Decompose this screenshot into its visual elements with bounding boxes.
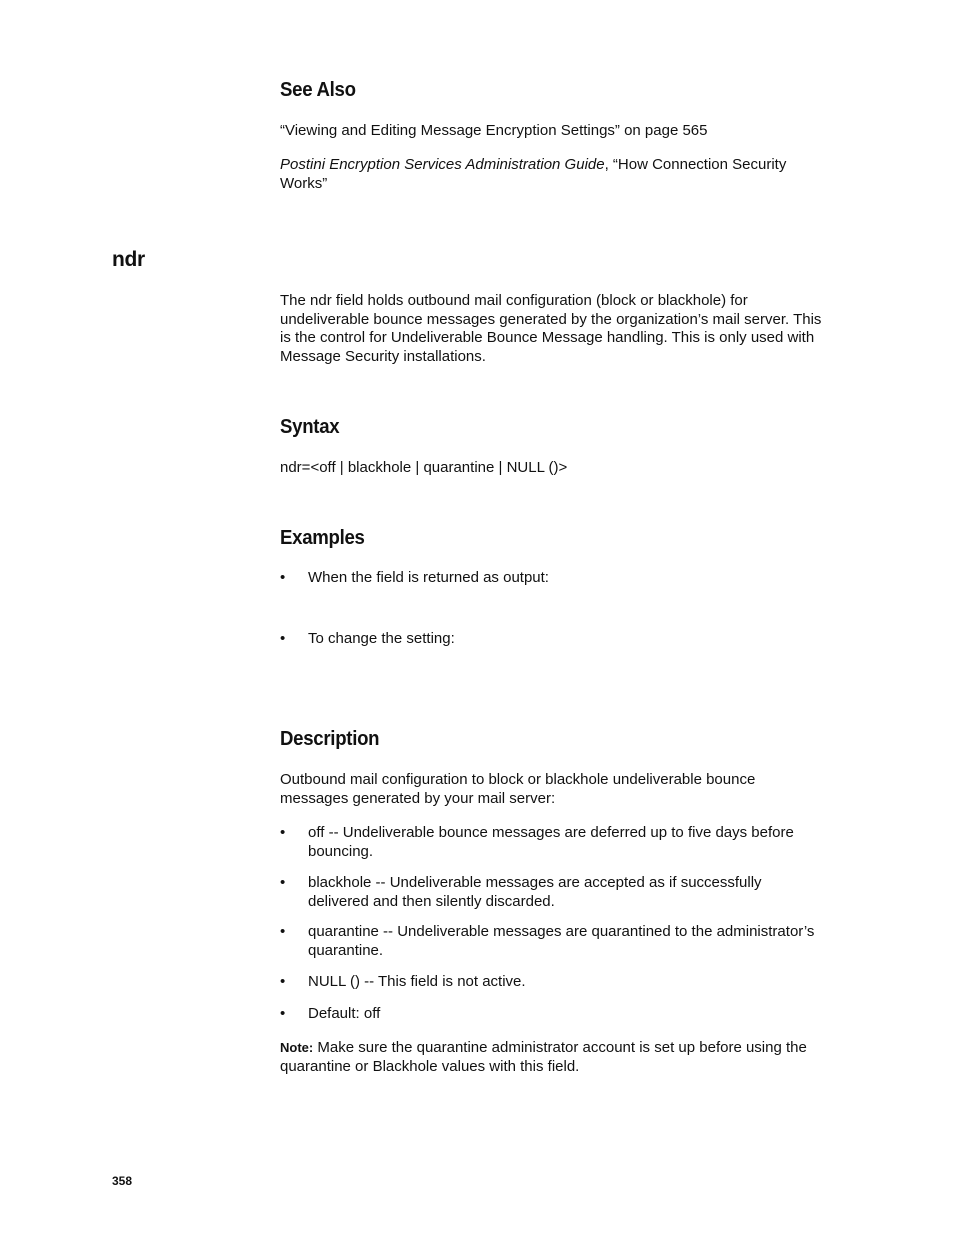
see-also-reference-1[interactable]: “Viewing and Editing Message Encryption Settings” on page 565 <box>280 122 708 139</box>
see-also-reference-2[interactable] <box>280 156 840 193</box>
note-line1: Make sure the quarantine administrator account is set up before using the <box>313 1039 807 1056</box>
description-item-off <box>308 824 794 861</box>
ndr-title: ndr <box>112 248 145 271</box>
note-line2: quarantine or Blackhole values with this field. <box>280 1057 580 1075</box>
syntax-text: ndr=<off | blackhole | quarantine | NULL ()> <box>280 459 568 476</box>
description-item-line: quarantine -- Undeliverable messages are quarantined to the administrator’s <box>308 923 815 940</box>
description-intro-line: messages generated by your mail server: <box>280 789 556 807</box>
description-item-line: quarantine. <box>308 941 384 959</box>
bullet-icon: • <box>280 569 286 586</box>
ndr-intro-line: undeliverable bounce messages generated by the organization’s mail server. This <box>280 310 822 328</box>
guide-section-line2: Works” <box>280 174 328 192</box>
examples-heading: Examples <box>280 527 365 549</box>
note-label: Note: <box>280 1040 314 1055</box>
description-item-null: NULL () -- This field is not active. <box>308 973 526 990</box>
ndr-intro-line: Message Security installations. <box>280 347 486 365</box>
ndr-intro-paragraph <box>280 292 821 366</box>
description-heading: Description <box>280 728 380 750</box>
ndr-intro-line: The ndr field holds outbound mail configuration (block or blackhole) for <box>280 292 748 309</box>
bullet-icon: • <box>280 1005 286 1022</box>
description-item-blackhole <box>308 874 762 911</box>
example-item-output: When the field is returned as output: <box>308 569 549 586</box>
guide-section-line1: , “How Connection Security <box>604 156 787 173</box>
bullet-icon: • <box>280 824 286 841</box>
page-number: 358 <box>112 1174 133 1188</box>
example-item-change: To change the setting: <box>308 630 455 647</box>
description-item-default: Default: off <box>308 1005 381 1022</box>
description-item-line: blackhole -- Undeliverable messages are accepted as if successfully <box>308 874 762 891</box>
bullet-icon: • <box>280 923 286 940</box>
description-intro-line: Outbound mail configuration to block or blackhole undeliverable bounce <box>280 771 756 788</box>
ndr-intro-line: is the control for Undeliverable Bounce Message handling. This is only used with <box>280 329 815 346</box>
syntax-heading: Syntax <box>280 416 340 438</box>
note-paragraph <box>280 1039 807 1076</box>
description-item-line: bouncing. <box>308 842 374 860</box>
description-item-line: delivered and then silently discarded. <box>308 892 555 910</box>
bullet-icon: • <box>280 973 286 990</box>
guide-title: Postini Encryption Services Administration Guide <box>280 156 605 173</box>
description-item-line: off -- Undeliverable bounce messages are deferred up to five days before <box>308 824 794 841</box>
description-intro <box>280 771 755 808</box>
bullet-icon: • <box>280 874 286 891</box>
bullet-icon: • <box>280 630 286 647</box>
description-item-quarantine <box>308 923 814 960</box>
see-also-heading: See Also <box>280 79 356 101</box>
